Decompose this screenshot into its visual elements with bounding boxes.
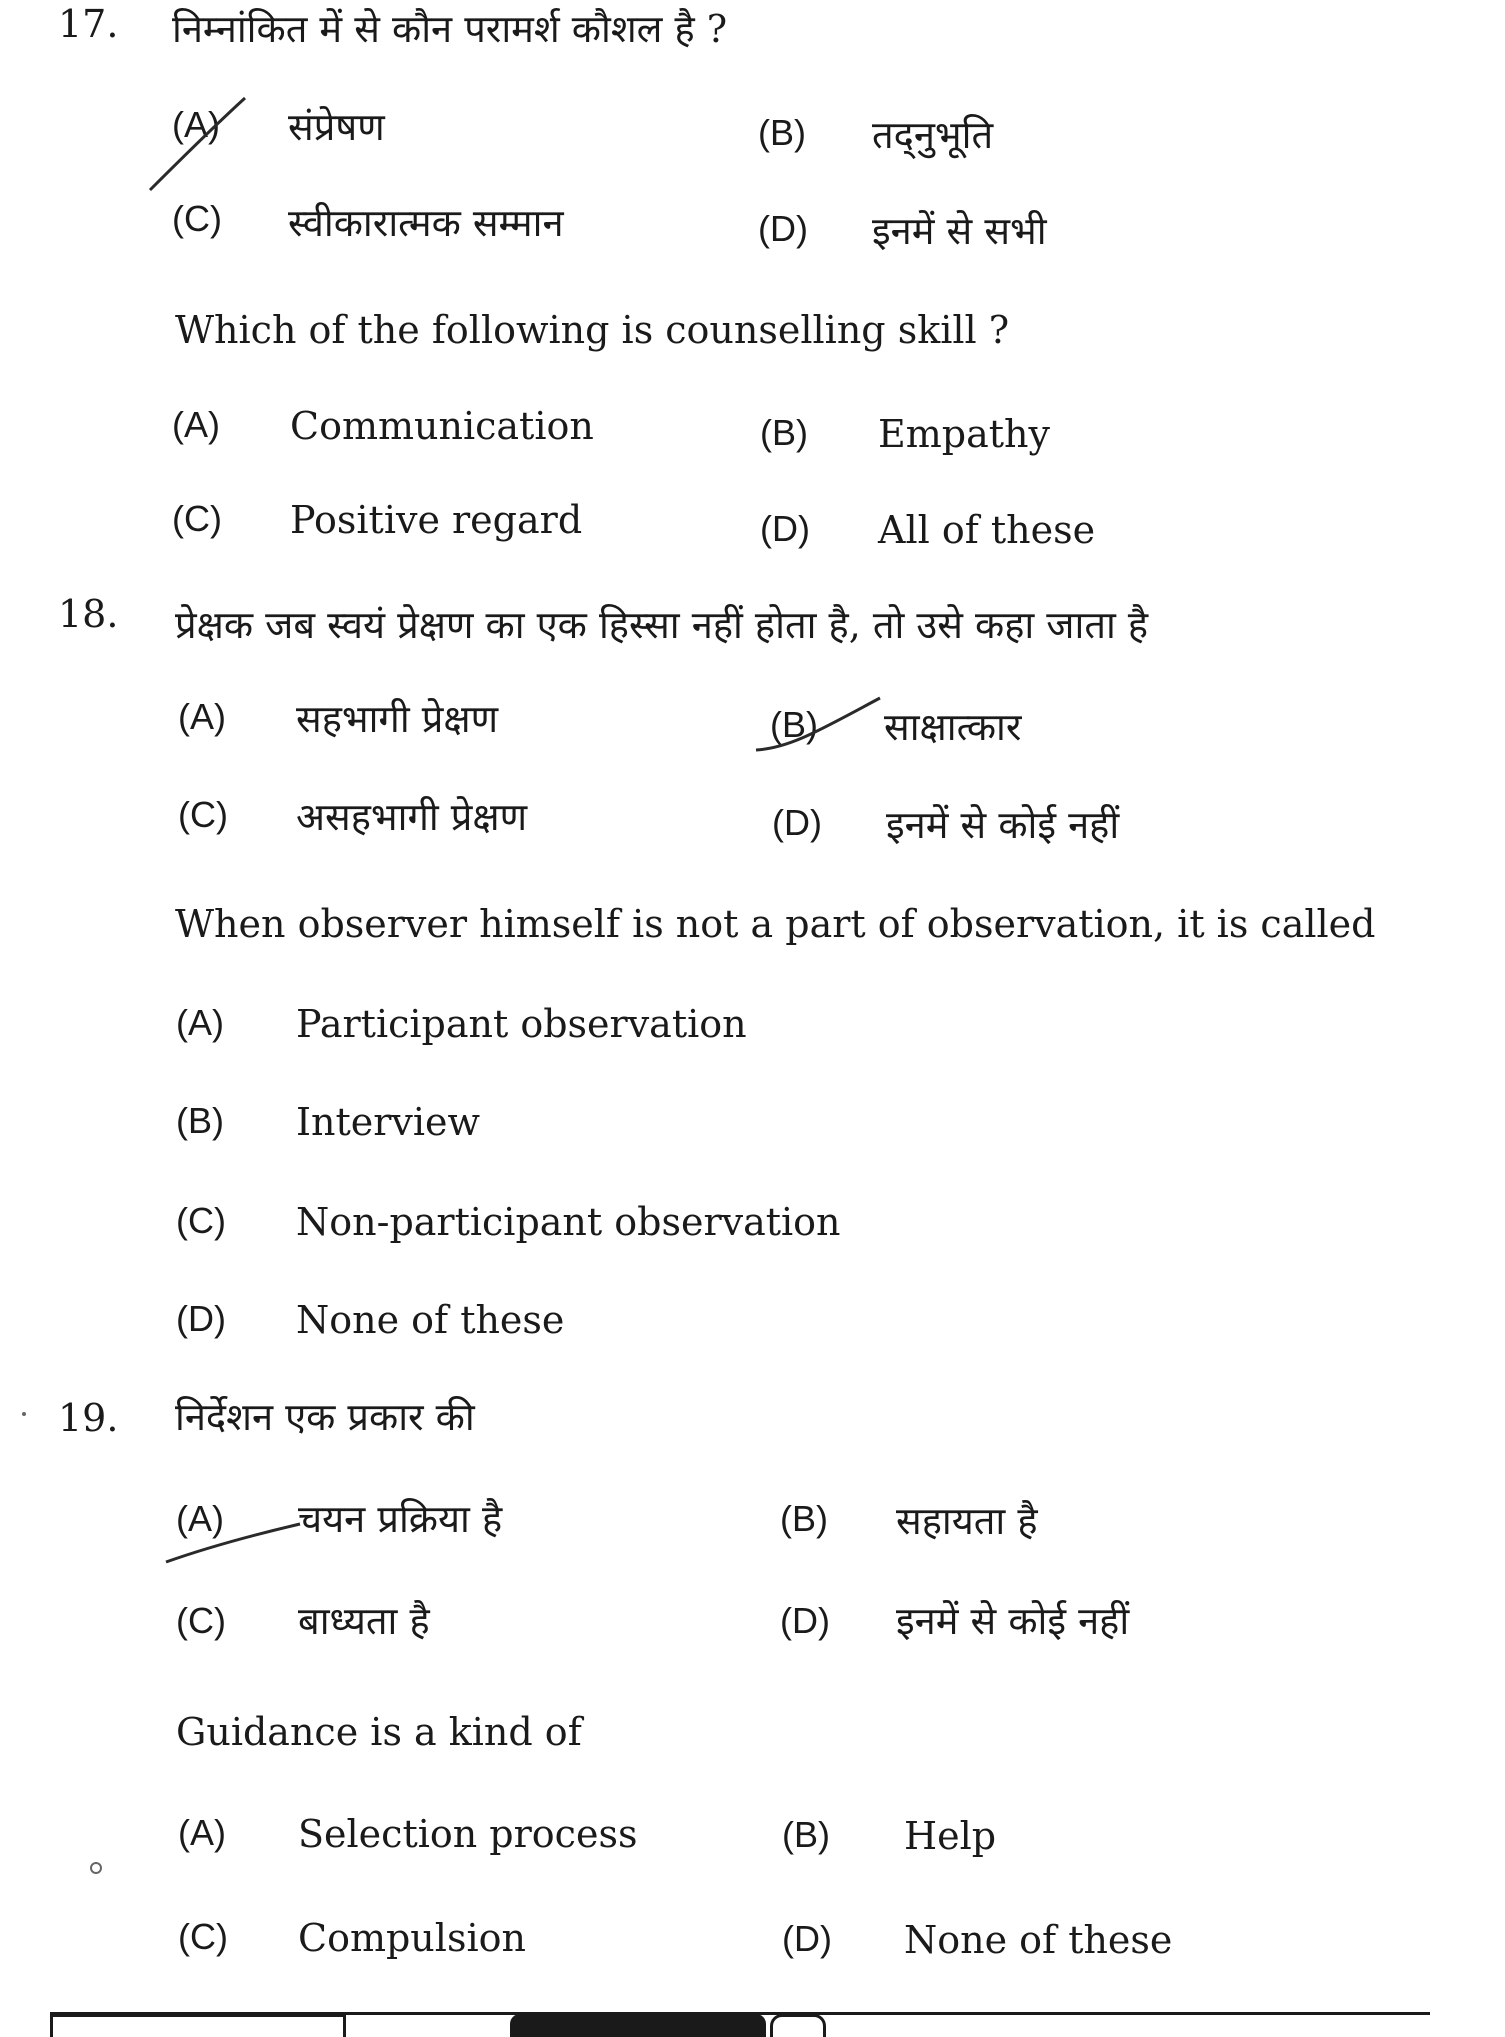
q17-hi-option-a-label: (A) [172,104,220,145]
q18-hi-option-d-text: इनमें से कोई नहीं [886,803,1120,847]
question-19-number: 19. [58,1396,119,1440]
q17-hi-option-d-text: इनमें से सभी [872,209,1047,253]
q17-en-option-b-label: (B) [760,412,808,453]
q19-hi-option-d-label: (D) [780,1600,830,1641]
q18-hi-option-b-label: (B) [770,704,818,745]
q19-en-option-d-text: None of these [904,1918,1173,1962]
q17-en-option-a-text: Communication [290,404,594,448]
q17-en-option-d-text: All of these [878,508,1096,552]
q19-hi-option-c-text: बाध्यता है [298,1599,430,1643]
q18-en-option-b-text: Interview [296,1100,481,1144]
scan-speck [22,1412,26,1416]
q18-hi-option-b-text: साक्षात्कार [884,705,1022,749]
question-17-number: 17. [58,2,119,46]
q19-hi-option-a-label: (A) [176,1498,224,1539]
question-19-hindi-text: निर्देशन एक प्रकार की [175,1395,475,1439]
q18-en-option-c-text: Non-participant observation [296,1200,841,1244]
scan-speck [90,1862,102,1874]
question-19-english-text: Guidance is a kind of [176,1710,582,1754]
question-18-number: 18. [58,592,119,636]
question-17-hindi-text: निम्नांकित में से कौन परामर्श कौशल है ? [172,7,728,51]
q17-hi-option-d-label: (D) [758,208,808,249]
q18-hi-option-d-label: (D) [772,802,822,843]
question-17-english-text: Which of the following is counselling skill ? [175,308,1010,352]
q19-en-option-c-text: Compulsion [298,1916,526,1960]
q18-en-option-d-label: (D) [176,1298,226,1339]
q17-hi-option-b-label: (B) [758,112,806,153]
q19-en-option-b-label: (B) [782,1814,830,1855]
q19-en-option-d-label: (D) [782,1918,832,1959]
q17-en-option-c-text: Positive regard [290,498,583,542]
q19-hi-option-b-text: सहायता है [896,1499,1038,1543]
q19-en-option-a-label: (A) [178,1812,226,1853]
q17-en-option-c-label: (C) [172,498,222,539]
q18-en-option-c-label: (C) [176,1200,226,1241]
q19-hi-option-b-label: (B) [780,1498,828,1539]
q19-hi-option-a-text: चयन प्रक्रिया है [298,1497,503,1541]
q18-en-option-b-label: (B) [176,1100,224,1141]
question-18-hindi-text: प्रेक्षक जब स्वयं प्रेक्षण का एक हिस्सा नहीं होता है, तो उसे कहा जाता है [175,603,1149,647]
q18-en-option-a-label: (A) [176,1002,224,1043]
question-18-english-text: When observer himself is not a part of observation, it is called [175,902,1376,946]
q17-hi-option-a-text: संप्रेषण [288,105,385,149]
q18-hi-option-a-text: सहभागी प्रेक्षण [296,697,499,741]
q17-hi-option-b-text: तद्नुभूति [872,113,994,157]
q19-en-option-c-label: (C) [178,1916,228,1957]
q18-en-option-a-text: Participant observation [296,1002,747,1046]
q17-en-option-a-label: (A) [172,404,220,445]
q19-en-option-b-text: Help [904,1814,997,1858]
q18-en-option-d-text: None of these [296,1298,565,1342]
q17-en-option-b-text: Empathy [878,412,1050,456]
q18-hi-option-c-label: (C) [178,794,228,835]
q17-hi-option-c-label: (C) [172,198,222,239]
q19-hi-option-d-text: इनमें से कोई नहीं [896,1599,1130,1643]
q17-hi-option-c-text: स्वीकारात्मक सम्मान [288,201,564,245]
q19-en-option-a-text: Selection process [298,1812,638,1856]
q17-en-option-d-label: (D) [760,508,810,549]
q19-hi-option-c-label: (C) [176,1600,226,1641]
q18-hi-option-a-label: (A) [178,696,226,737]
q18-hi-option-c-text: असहभागी प्रेक्षण [296,795,528,839]
